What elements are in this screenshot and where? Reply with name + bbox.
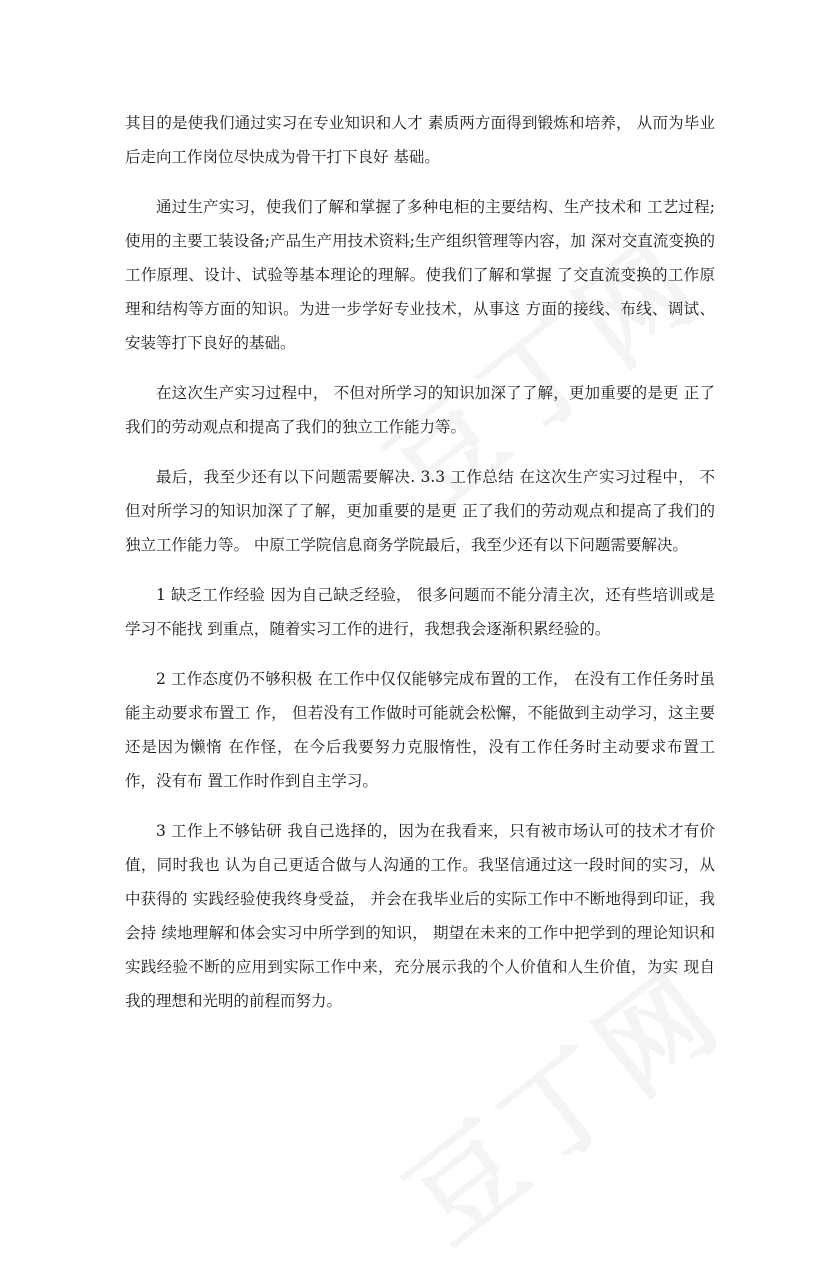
paragraph-purpose: 其目的是使我们通过实习在专业知识和人才 素质两方面得到锻炼和培养， 从而为毕业后走向工作岗位尽快成为骨干打下良好 基础。 (125, 114, 715, 166)
paragraph-issue-3: 3 工作上不够钻研 我自己选择的，因为在我看来，只有被市场认可的技术才有价值，同时我也 认为自己更适合做与人沟通的工作。我坚信通过这一段时间的实习，从中获得的 实践经验使我终身受益， 并会在我毕业后的实际工作中不断地得到印证，我会持 续地理解和体会实习中所学到的知识， 期望在未来的工作中把学到的理论知识和 实践经验不断的应用到实际工作中来，充分展示我的个人价值和人生价值，为实 现自我的理想和光明的前程而努力。 (125, 822, 715, 1010)
paragraph-issue-2: 2 工作态度仍不够积极 在工作中仅仅能够完成布置的工作， 在没有工作任务时虽能主动要求布置工 作， 但若没有工作做时可能就会松懈，不能做到主动学习，这主要还是因为懒惰 在作怪，在今后我要努力克服惰性，没有工作任务时主动要求布置工作，没有布 置工作时作到自主学习。 (125, 670, 715, 790)
document-body (125, 106, 715, 1034)
paragraph-issue-1: 1 缺乏工作经验 因为自己缺乏经验， 很多问题而不能分清主次，还有些培训或是学习不能找 到重点，随着实习工作的进行，我想我会逐渐积累经验的。 (125, 586, 715, 638)
paragraph-internship-content: 通过生产实习，使我们了解和掌握了多种电柜的主要结构、生产技术和 工艺过程;使用的主要工装设备;产品生产用技术资料;生产组织管理等内容，加 深对交直流变换的工作原理、设计、试验等基本理论的理解。使我们了解和掌握 了交直流变换的工作原理和结构等方面的知识。为进一步学好专业技术，从事这 方面的接线、布线、调试、安装等打下良好的基础。 (125, 198, 715, 352)
paragraph-summary: 最后，我至少还有以下问题需要解决. 3.3 工作总结 在这次生产实习过程中， 不但对所学习的知识加深了了解，更加重要的是更 正了我们的劳动观点和提高了我们的独立工作能力等。 中原工学院信息商务学院最后，我至少还有以下问题需要解决。 (125, 468, 715, 554)
paragraph-internship-gain: 在这次生产实习过程中， 不但对所学习的知识加深了了解，更加重要的是更 正了我们的劳动观点和提高了我们的独立工作能力等。 (125, 384, 715, 436)
